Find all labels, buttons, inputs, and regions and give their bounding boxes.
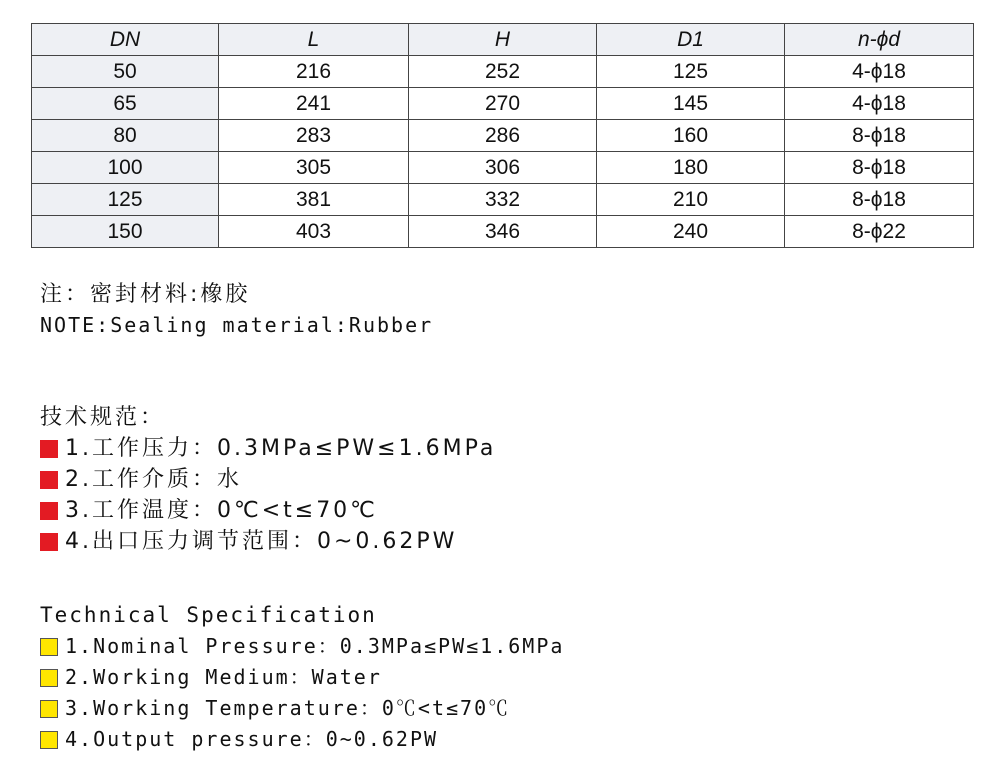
tech-spec-cn-item xyxy=(40,464,496,495)
note-en: NOTE:Sealing material:Rubber xyxy=(40,313,434,337)
tech-spec-cn-text: 2.工作介质：水 xyxy=(65,467,242,492)
note-cn: 注：密封材料:橡胶 xyxy=(40,282,251,307)
cell-h: 346 xyxy=(409,216,597,248)
tech-spec-cn-item xyxy=(40,433,496,464)
cell-n-d: 4-ϕ18 xyxy=(785,88,974,120)
header-d1: D1 xyxy=(597,24,785,56)
tech-spec-en-item xyxy=(40,662,564,693)
header-h: H xyxy=(409,24,597,56)
cell-d1: 145 xyxy=(597,88,785,120)
tech-spec-cn-item xyxy=(40,495,496,526)
cell-n-d: 8-ϕ18 xyxy=(785,152,974,184)
cell-l: 216 xyxy=(219,56,409,88)
cell-n-d: 4-ϕ18 xyxy=(785,56,974,88)
cell-d1: 160 xyxy=(597,120,785,152)
yellow-square-icon xyxy=(40,731,58,749)
red-square-icon xyxy=(40,502,58,520)
cell-h: 270 xyxy=(409,88,597,120)
tech-spec-en-text: 4.Output pressure：0~0.62PW xyxy=(65,727,439,751)
yellow-square-icon xyxy=(40,669,58,687)
tech-spec-cn-text: 4.出口压力调节范围：0~0.62PW xyxy=(65,529,458,554)
red-square-icon xyxy=(40,440,58,458)
red-square-icon xyxy=(40,533,58,551)
cell-l: 283 xyxy=(219,120,409,152)
tech-spec-cn-text: 3.工作温度：0℃<t≤70℃ xyxy=(65,498,378,523)
dimension-table xyxy=(31,23,974,248)
tech-spec-cn-item xyxy=(40,526,496,557)
cell-h: 252 xyxy=(409,56,597,88)
cell-l: 241 xyxy=(219,88,409,120)
tech-spec-en-item xyxy=(40,724,564,755)
tech-spec-en-text: 3.Working Temperature：0℃<t≤70℃ xyxy=(65,696,511,720)
header-n-d: n-ϕd xyxy=(785,24,974,56)
cell-h: 286 xyxy=(409,120,597,152)
cell-d1: 180 xyxy=(597,152,785,184)
table-row xyxy=(32,88,974,120)
cell-l: 381 xyxy=(219,184,409,216)
header-l: L xyxy=(219,24,409,56)
cell-d1: 125 xyxy=(597,56,785,88)
cell-dn: 125 xyxy=(32,184,219,216)
table-row xyxy=(32,56,974,88)
cell-h: 332 xyxy=(409,184,597,216)
cell-dn: 50 xyxy=(32,56,219,88)
tech-spec-en-item xyxy=(40,631,564,662)
tech-spec-en-text: 1.Nominal Pressure：0.3MPa≤PW≤1.6MPa xyxy=(65,634,565,658)
table-row xyxy=(32,216,974,248)
cell-dn: 80 xyxy=(32,120,219,152)
cell-dn: 100 xyxy=(32,152,219,184)
tech-spec-en-item xyxy=(40,693,564,724)
header-dn: DN xyxy=(32,24,219,56)
cell-l: 305 xyxy=(219,152,409,184)
cell-d1: 210 xyxy=(597,184,785,216)
table-row xyxy=(32,120,974,152)
cell-h: 306 xyxy=(409,152,597,184)
cell-dn: 65 xyxy=(32,88,219,120)
cell-d1: 240 xyxy=(597,216,785,248)
cell-l: 403 xyxy=(219,216,409,248)
yellow-square-icon xyxy=(40,700,58,718)
table-row xyxy=(32,152,974,184)
tech-spec-en-text: 2.Working Medium：Water xyxy=(65,665,382,689)
tech-spec-cn-title: 技术规范： xyxy=(40,405,166,430)
table-header-row xyxy=(32,24,974,56)
tech-spec-en-title: Technical Specification xyxy=(40,603,377,627)
red-square-icon xyxy=(40,471,58,489)
cell-n-d: 8-ϕ18 xyxy=(785,184,974,216)
table-row xyxy=(32,184,974,216)
tech-spec-cn xyxy=(40,402,496,557)
yellow-square-icon xyxy=(40,638,58,656)
note-block xyxy=(40,279,433,341)
cell-dn: 150 xyxy=(32,216,219,248)
cell-n-d: 8-ϕ18 xyxy=(785,120,974,152)
cell-n-d: 8-ϕ22 xyxy=(785,216,974,248)
tech-spec-cn-text: 1.工作压力：0.3MPa≤PW≤1.6MPa xyxy=(65,436,497,461)
tech-spec-en xyxy=(40,600,564,755)
